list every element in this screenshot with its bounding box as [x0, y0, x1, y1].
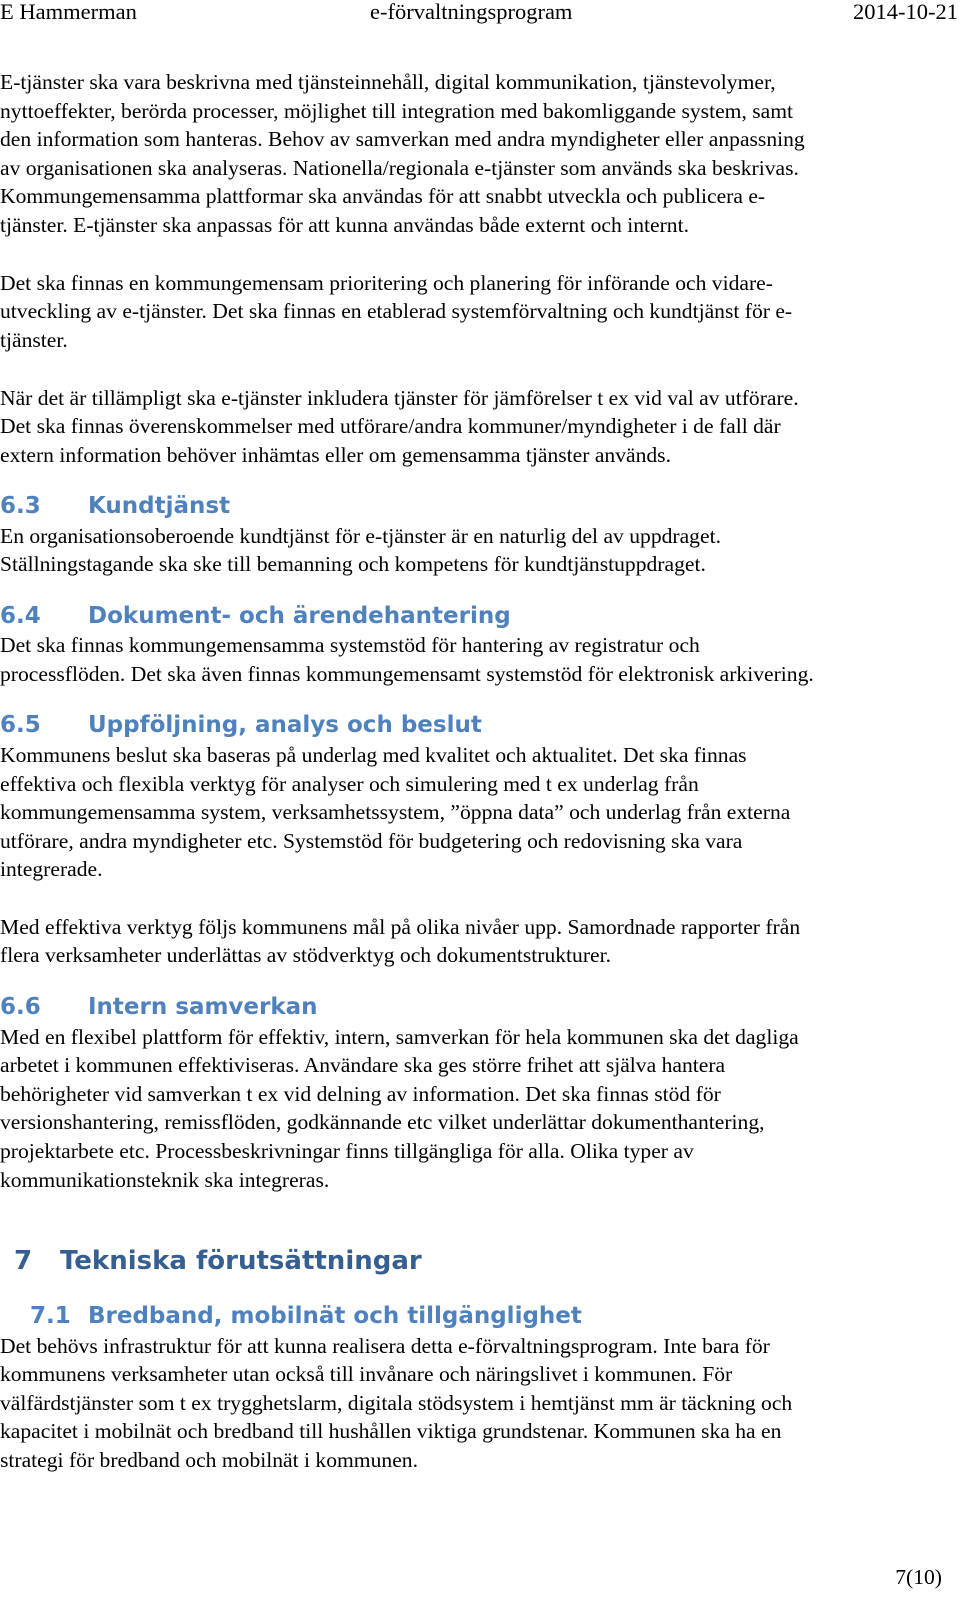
section-title: Intern samverkan	[88, 994, 318, 1020]
text-line: den information som hanteras. Behov av samverkan med andra myndigheter eller anpassning	[0, 127, 805, 151]
section-number: 6.4	[0, 603, 41, 629]
text-line: Det ska finnas en kommungemensam prioritering och planering för införande och vidare-	[0, 271, 773, 295]
section-title: Uppföljning, analys och beslut	[88, 712, 482, 738]
chapter-title: Tekniska förutsättningar	[60, 1246, 422, 1276]
text-line: kommunikationsteknik ska integreras.	[0, 1168, 330, 1192]
text-line: Ställningstagande ska ske till bemanning och kompetens för kundtjänstuppdraget.	[0, 552, 706, 576]
header-date: 2014-10-21	[853, 0, 958, 24]
section-heading-6-5	[0, 711, 482, 739]
text-line: behörigheter vid samverkan t ex vid delning av information. Det ska finnas stöd för	[0, 1082, 721, 1106]
section-heading-6-6	[0, 993, 318, 1021]
text-line: strategi för bredband och mobilnät i kommunen.	[0, 1448, 418, 1472]
text-line: Det ska finnas kommungemensamma systemstöd för hantering av registratur och	[0, 633, 700, 657]
section-number: 6.6	[0, 994, 41, 1020]
text-line: tjänster.	[0, 328, 68, 352]
section-heading-6-4	[0, 602, 511, 630]
text-line: När det är tillämpligt ska e-tjänster inkludera tjänster för jämförelser t ex vid val av utförare.	[0, 386, 799, 410]
page-header	[0, 0, 960, 40]
text-line: utförare, andra myndigheter etc. Systemstöd för budgetering och redovisning ska vara	[0, 829, 743, 853]
section-title: Kundtjänst	[88, 493, 231, 519]
text-line: En organisationsoberoende kundtjänst för e-tjänster är en naturlig del av uppdraget.	[0, 524, 721, 548]
section-number: 6.3	[0, 493, 41, 519]
text-line: E-tjänster ska vara beskrivna med tjänsteinnehåll, digital kommunikation, tjänstevolymer,	[0, 70, 776, 94]
text-line: tjänster. E-tjänster ska anpassas för att kunna användas både externt och internt.	[0, 213, 689, 237]
section-number: 7.1	[30, 1303, 71, 1329]
text-line: kapacitet i mobilnät och bredband till hushållen viktiga grundstenar. Kommunen ska ha en	[0, 1419, 782, 1443]
section-heading-6-3	[0, 492, 230, 520]
text-line: kommunens verksamheter utan också till invånare och näringslivet i kommunen. För	[0, 1362, 733, 1386]
text-line: kommungemensamma system, verksamhetssystem, ”öppna data” och underlag från externa	[0, 800, 791, 824]
section-title: Bredband, mobilnät och tillgänglighet	[88, 1303, 582, 1329]
section-title: Dokument- och ärendehantering	[88, 603, 511, 629]
text-line: Med en flexibel plattform för effektiv, intern, samverkan för hela kommunen ska det dagliga	[0, 1025, 799, 1049]
text-line: flera verksamheter underlättas av stödverktyg och dokumentstrukturer.	[0, 943, 612, 967]
text-line: arbetet i kommunen effektiviseras. Användare ska ges större frihet att själva hantera	[0, 1053, 726, 1077]
text-line: effektiva och flexibla verktyg för analyser och simulering med t ex underlag från	[0, 772, 699, 796]
text-line: extern information behöver inhämtas eller om gemensamma tjänster används.	[0, 443, 671, 467]
text-line: nyttoeffekter, berörda processer, möjlighet till integration med bakomliggande system, samt	[0, 99, 794, 123]
text-line: projektarbete etc. Processbeskrivningar finns tillgängliga för alla. Olika typer av	[0, 1139, 694, 1163]
text-line: Det ska finnas överenskommelser med utförare/andra kommuner/myndigheter i de fall där	[0, 414, 781, 438]
text-line: Det behövs infrastruktur för att kunna realisera detta e-förvaltningsprogram. Inte bara för	[0, 1334, 770, 1358]
chapter-number: 7	[14, 1246, 33, 1276]
text-line: av organisationen ska analyseras. Nationella/regionala e-tjänster som används ska beskrivas.	[0, 156, 799, 180]
header-document-title: e-förvaltningsprogram	[370, 0, 573, 24]
text-line: utveckling av e-tjänster. Det ska finnas en etablerad systemförvaltning och kundtjänst för e-	[0, 299, 793, 323]
text-line: Kommunens beslut ska baseras på underlag med kvalitet och aktualitet. Det ska finnas	[0, 743, 747, 767]
text-line: integrerade.	[0, 857, 103, 881]
text-line: versionshantering, remissflöden, godkännande etc vilket underlättar dokumenthantering,	[0, 1110, 765, 1134]
section-heading-7-1	[0, 1302, 582, 1330]
chapter-heading-7	[14, 1245, 422, 1277]
text-line: Kommungemensamma plattformar ska användas för att snabbt utveckla och publicera e-	[0, 184, 766, 208]
text-line: välfärdstjänster som t ex trygghetslarm, digitala stödsystem i hemtjänst mm är täckning och	[0, 1391, 793, 1415]
page-number: 7(10)	[895, 1565, 942, 1589]
text-line: Med effektiva verktyg följs kommunens mål på olika nivåer upp. Samordnade rapporter från	[0, 915, 801, 939]
section-number: 6.5	[0, 712, 41, 738]
text-line: processflöden. Det ska även finnas kommungemensamt systemstöd för elektronisk arkivering.	[0, 662, 814, 686]
header-author: E Hammerman	[0, 0, 137, 24]
